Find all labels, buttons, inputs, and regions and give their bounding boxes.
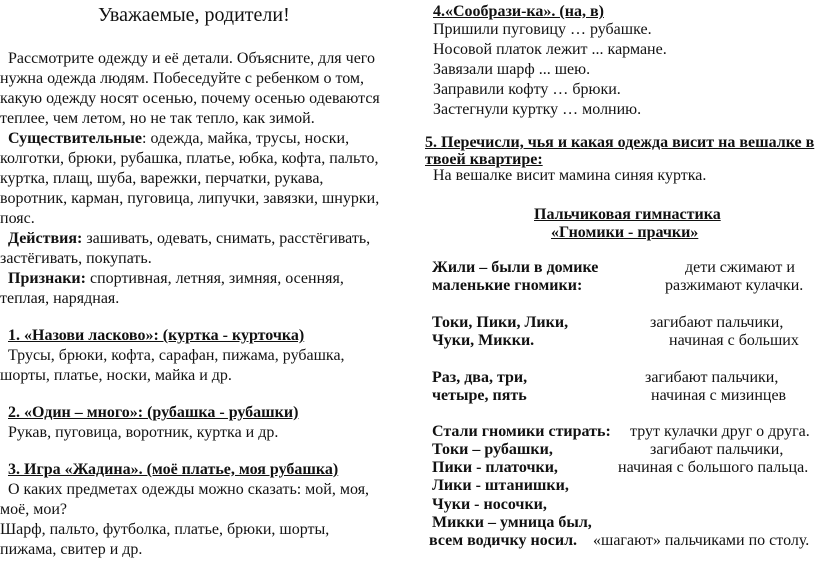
gym-verse: Стали гномики стирать: xyxy=(432,423,611,440)
gym-verse: Лики - штанишки, xyxy=(432,477,569,494)
game1-line: Трусы, брюки, кофта, сарафан, пижама, рубашка, xyxy=(8,347,345,364)
nouns-text: : одежда, майка, трусы, носки, xyxy=(142,130,350,147)
gym-verse: всем водичку носил. xyxy=(429,532,578,549)
game4-line: Пришили пуговицу … рубашке. xyxy=(433,21,652,38)
game5-title: твоей квартире: xyxy=(425,151,543,168)
verbs-line xyxy=(8,229,370,249)
game3-line: Шарф, пальто, футболка, платье, брюки, шорты, xyxy=(0,521,330,538)
gym-verse: четыре, пять xyxy=(432,387,527,404)
intro-line: теплее, чем летом, но не так тепло, как зимой. xyxy=(0,110,315,127)
verbs-text: зашивать, одевать, снимать, расстёгивать, xyxy=(82,230,371,247)
adj-line xyxy=(8,269,344,289)
gym-title: Пальчиковая гимнастика xyxy=(534,206,721,223)
game5-title: 5. Перечисли, чья и какая одежда висит на вешалке в xyxy=(425,134,815,151)
gym-verse: Пики - платочки, xyxy=(432,459,558,476)
nouns-line: пояс. xyxy=(0,210,35,227)
gym-verse: Токи, Пики, Лики, xyxy=(432,314,569,331)
adj-line: теплая, нарядная. xyxy=(0,290,120,307)
game4-line: Заправили кофту … брюки. xyxy=(433,81,621,98)
game4-line: Носовой платок лежит ... кармане. xyxy=(433,41,667,58)
intro-line: Рассмотрите одежду и её детали. Объясните, для чего xyxy=(8,50,375,67)
nouns-label: Существительные xyxy=(8,130,142,147)
nouns-line: воротник, карман, пуговица, липучки, завязки, шнурки, xyxy=(0,190,380,207)
gym-action: начиная с больших xyxy=(669,332,799,349)
game3-title: 3. Игра «Жадина». (моё платье, моя рубашка) xyxy=(8,461,339,478)
gym-action: дети сжимают и xyxy=(685,259,795,276)
gym-verse: Жили – были в домике xyxy=(432,259,599,276)
gym-action: загибают пальчики, xyxy=(650,314,784,331)
game4-title: 4.«Сообрази-ка». (на, в) xyxy=(433,3,604,20)
game1-title: 1. «Назови ласково»: (куртка - курточка) xyxy=(8,327,305,344)
gym-verse: Чуки - носочки, xyxy=(432,496,547,513)
game3-line: О каких предметах одежды можно сказать: мой, моя, xyxy=(8,481,370,498)
gym-action: загибают пальчики, xyxy=(650,441,784,458)
gym-action: разжимают кулачки. xyxy=(665,277,804,294)
gym-verse: Микки – умница был, xyxy=(432,514,592,531)
gym-verse: Раз, два, три, xyxy=(432,369,528,386)
game3-line: пижама, свитер и др. xyxy=(0,541,143,558)
game2-title: 2. «Один – много»: (рубашка - рубашки) xyxy=(8,404,299,421)
nouns-line xyxy=(8,129,349,149)
game4-line: Застегнули куртку … молнию. xyxy=(433,101,642,118)
gym-action: «шагают» пальчиками по столу. xyxy=(593,532,810,549)
intro-line: какую одежду носят осенью, почему осенью одеваются xyxy=(0,90,380,107)
nouns-line: колготки, брюки, рубашка, платье, юбка, кофта, пальто, xyxy=(0,150,379,167)
adj-text: спортивная, летняя, зимняя, осенняя, xyxy=(85,270,344,287)
gym-verse: Чуки, Микки. xyxy=(432,332,535,349)
game4-line: Завязали шарф ... шею. xyxy=(433,61,591,78)
verbs-line: застёгивать, покупать. xyxy=(0,250,152,267)
gym-action: начиная с мизинцев xyxy=(651,387,787,404)
gym-action: загибают пальчики, xyxy=(645,369,779,386)
game2-line: Рукав, пуговица, воротник, куртка и др. xyxy=(8,424,279,441)
verbs-label: Действия: xyxy=(8,230,83,247)
game3-line: моё, мои? xyxy=(0,501,68,518)
game5-answer: На вешалке висит мамина синяя куртка. xyxy=(433,167,707,184)
gym-verse: Токи – рубашки, xyxy=(432,441,553,458)
gym-subtitle: «Гномики - прачки» xyxy=(551,224,699,241)
page-title: Уважаемые, родители! xyxy=(98,4,290,26)
gym-verse: маленькие гномики: xyxy=(432,277,583,294)
nouns-line: куртка, плащ, шуба, варежки, перчатки, рукава, xyxy=(0,170,324,187)
game1-line: шорты, платье, носки, майка и др. xyxy=(0,367,232,384)
intro-line: нужна одежда людям. Побеседуйте с ребенком о том, xyxy=(0,70,365,87)
adj-label: Признаки: xyxy=(8,270,86,287)
gym-action: начиная с большого пальца. xyxy=(618,459,809,476)
gym-action: трут кулачки друг о друга. xyxy=(630,423,810,440)
